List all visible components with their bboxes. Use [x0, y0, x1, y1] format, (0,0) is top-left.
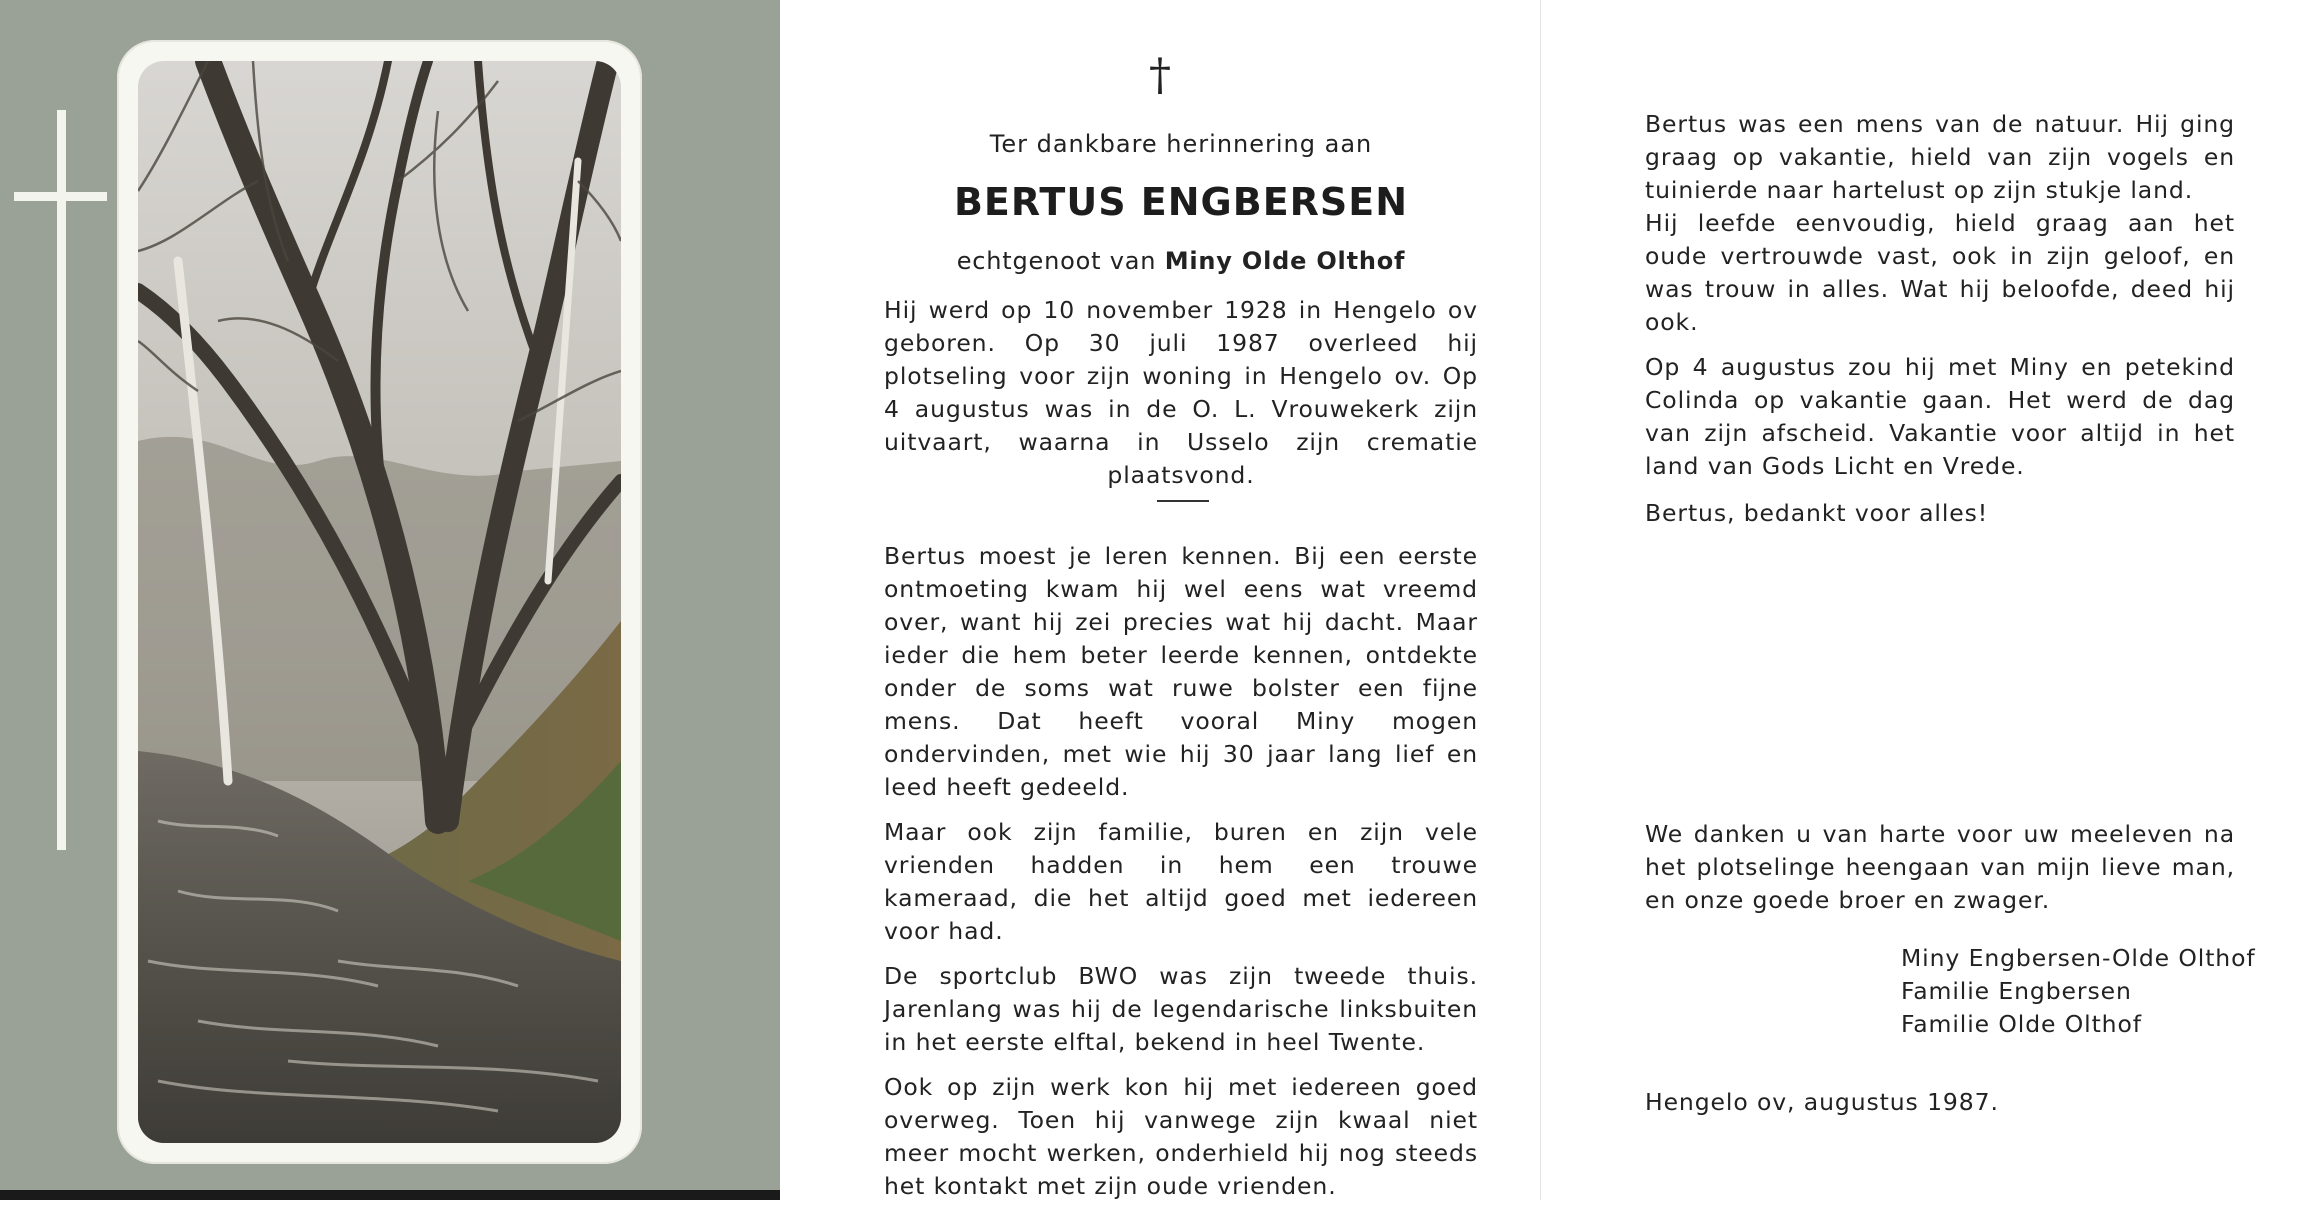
signature-line: Familie Engbersen [1901, 977, 2132, 1005]
spouse-prefix: echtgenoot van [956, 247, 1157, 275]
right-paragraphs [1645, 108, 2235, 542]
paragraph: Bertus moest je leren kennen. Bij een eerste ontmoeting kwam hij wel eens wat vreemd over, want hij zei precies wat hij dacht. Maar ieder die hem beter leerde kennen, ontdekte onder de soms wat ruwe bolster een fijne mens. Dat heeft vooral Miny mogen ondervinden, met wie hij 30 jaar lang lief en leed heeft gedeeld. [884, 542, 1478, 801]
place-and-date: Hengelo ov, augustus 1987. [1645, 1088, 1999, 1116]
paragraph: Op 4 augustus zou hij met Miny en petekind Colinda op vakantie gaan. Het werd de dag van zijn afscheid. Vakantie voor altijd in het land van Gods Licht en Vrede. [1645, 353, 2235, 480]
paragraph: Ook op zijn werk kon hij met iedereen goed overweg. Toen hij vanwege zijn kwaal niet meer mocht werken, onderhield hij nog steeds het kontakt met zijn oude vrienden. [884, 1073, 1478, 1200]
divider-line [1157, 500, 1209, 502]
river-trees-photo [138, 61, 621, 1143]
paragraph: Hij leefde eenvoudig, hield graag aan het oude vertrouwde vast, ook in zijn geloof, en was trouw in alles. Wat hij beloofde, deed hij ook. [1645, 209, 2235, 336]
dagger-icon: † [1149, 50, 1171, 101]
signatures [1901, 942, 2256, 1041]
middle-panel [780, 0, 1540, 1200]
spouse-line [884, 244, 1478, 278]
cover-panel [0, 0, 780, 1200]
paragraph: De sportclub BWO was zijn tweede thuis. Jarenlang was hij de legendarische linksbuiten in het eerste elftal, bekend in heel Twente. [884, 962, 1478, 1056]
river-trees-illustration [138, 61, 621, 1143]
photo-frame [117, 40, 642, 1164]
paragraph: Bertus was een mens van de natuur. Hij ging graag op vakantie, hield van zijn vogels en tuinierde naar hartelust op zijn stukje land. [1645, 110, 2235, 204]
paragraph: Maar ook zijn familie, buren en zijn vele vrienden hadden in hem een trouwe kameraad, die het altijd goed met iedereen voor had. [884, 818, 1478, 945]
cross-horizontal-bar [14, 192, 107, 201]
right-panel [1540, 0, 2312, 1200]
signature-line: Miny Engbersen-Olde Olthof [1901, 944, 2256, 972]
spouse-name: Miny Olde Olthof [1164, 247, 1406, 275]
closing-thanks-line: Bertus, bedankt voor alles! [1645, 499, 1989, 527]
deceased-name: BERTUS ENGBERSEN [953, 180, 1409, 224]
card-edge-shadow [0, 1190, 780, 1200]
thank-you-note: We danken u van harte voor uw meeleven na het plotselinge heengaan van mijn lieve man, en onze goede broer en zwager. [1645, 820, 2235, 914]
biography-text: Hij werd op 10 november 1928 in Hengelo ov geboren. Op 30 juli 1987 overleed hij plotseling voor zijn woning in Hengelo ov. Op 4 augustus was in de O. L. Vrouwekerk zijn uitvaart, waarna in Usselo zijn crematie plaatsvond. [884, 296, 1478, 489]
intro-line: Ter dankbare herinnering aan [989, 130, 1373, 158]
memorial-paragraphs [884, 540, 1478, 1215]
signature-line: Familie Olde Olthof [1901, 1010, 2142, 1038]
cross-vertical-bar [57, 110, 66, 850]
